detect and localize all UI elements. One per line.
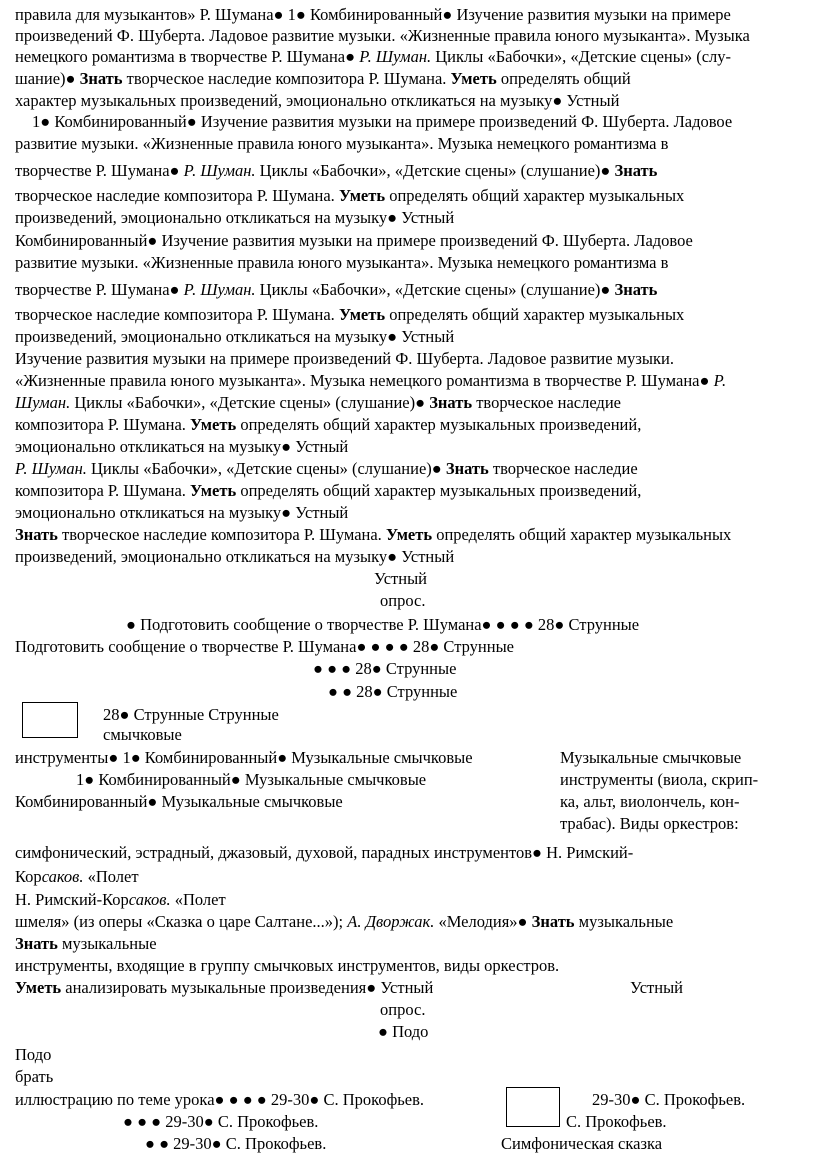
text-run: Н. Римский-Кор: [15, 890, 129, 909]
text-run: определять общий характер музыкальных: [385, 186, 685, 205]
text-run: Уметь: [450, 69, 497, 88]
text-run: произведений, эмоционально откликаться на музыку● Устный: [15, 327, 455, 346]
text-run: Уметь: [338, 186, 386, 205]
line: [15, 791, 343, 813]
text-run: анализировать музыкальные произведения● Устный: [61, 978, 434, 997]
line: [15, 502, 348, 524]
text-run: творческое наследие композитора Р. Шумана.: [122, 69, 451, 88]
text-run: определять общий характер музыкальных произведений,: [236, 481, 642, 500]
line: [15, 230, 693, 252]
text-run: «Жизненные правила юного музыканта». Музыка немецкого романтизма в творчестве Р. Шумана●: [15, 371, 714, 390]
line: [15, 977, 433, 999]
line: [15, 1044, 51, 1066]
text-run: ● ● ● 28● Струнные: [313, 659, 457, 678]
text-run: Знать: [429, 393, 473, 412]
line: [15, 911, 673, 933]
text-run: Кор: [15, 867, 42, 886]
text-run: С. Прокофьев.: [566, 1112, 667, 1131]
line: [15, 889, 226, 911]
text-run: Р. Шуман.: [15, 459, 87, 478]
line: [126, 614, 639, 636]
text-run: Шуман.: [15, 393, 71, 412]
line: [15, 747, 473, 769]
text-run: Р. Шуман.: [183, 161, 256, 180]
text-run: «Полет: [170, 890, 226, 909]
text-run: Р. Шуман.: [183, 280, 256, 299]
text-run: композитора Р. Шумана.: [15, 481, 191, 500]
text-run: творчестве Р. Шумана●: [15, 280, 184, 299]
text-run: ● Подо: [378, 1022, 429, 1041]
text-run: саков.: [128, 890, 171, 909]
line: [15, 304, 684, 326]
line: [15, 25, 750, 47]
text-run: Музыкальные смычковые: [560, 748, 742, 767]
line: [103, 724, 182, 746]
text-run: брать: [15, 1067, 54, 1086]
text-run: Циклы «Бабочки», «Детские сцены» (слушание)●: [255, 161, 615, 180]
line: [15, 133, 668, 155]
text-run: Знать: [445, 459, 489, 478]
text-run: трабас). Виды оркестров:: [560, 814, 739, 833]
line: [560, 791, 740, 813]
line: [380, 590, 425, 612]
text-run: Знать: [531, 912, 575, 931]
text-run: определять общий характер музыкальных произведений,: [236, 415, 642, 434]
line: [15, 546, 454, 568]
text-run: инструменты● 1● Комбинированный● Музыкальные смычковые: [15, 748, 473, 767]
line: [15, 480, 641, 502]
text-run: ● ● 29-30● С. Прокофьев.: [145, 1134, 327, 1153]
text-run: Устный: [374, 569, 427, 588]
text-run: определять общий характер музыкальных: [385, 305, 685, 324]
text-run: произведений, эмоционально откликаться на музыку● Устный: [15, 208, 455, 227]
line: [15, 4, 731, 26]
text-run: Знать: [614, 280, 658, 299]
text-run: 29-30● С. Прокофьев.: [592, 1090, 746, 1109]
line: [15, 414, 641, 436]
text-run: творческое наследие композитора Р. Шумана.: [57, 525, 386, 544]
text-run: творческое наследие: [488, 459, 638, 478]
text-run: ● ● 28● Струнные: [328, 682, 458, 701]
text-run: Циклы «Бабочки», «Детские сцены» (слушание)●: [255, 280, 615, 299]
line: [15, 436, 348, 458]
line: [15, 955, 559, 977]
text-run: 1● Комбинированный● Изучение развития музыки на примере произведений Ф. Шуберта. Ладовое: [32, 112, 733, 131]
text-run: опрос.: [380, 591, 426, 610]
line: [592, 1089, 745, 1111]
text-run: иллюстрацию по теме урока● ● ● ● 29-30● С. Прокофьев.: [15, 1090, 425, 1109]
line: [15, 866, 139, 888]
line: [15, 46, 731, 68]
text-run: эмоционально откликаться на музыку● Устный: [15, 437, 349, 456]
text-run: смычковые: [103, 725, 182, 744]
line: [15, 279, 657, 301]
table-cell-box: [22, 702, 78, 738]
text-run: А. Дворжак.: [347, 912, 435, 931]
text-run: Знать: [15, 525, 58, 544]
text-run: немецкого романтизма в творчестве Р. Шумана●: [15, 47, 360, 66]
line: [630, 977, 683, 999]
line: [145, 1133, 326, 1155]
text-run: 1● Комбинированный● Музыкальные смычковые: [76, 770, 427, 789]
text-run: шание)●: [15, 69, 80, 88]
line: [15, 370, 726, 392]
line: [15, 1066, 53, 1088]
text-run: Уметь: [190, 415, 237, 434]
line: [501, 1133, 662, 1155]
table-cell-box: [506, 1087, 560, 1127]
text-run: произведений Ф. Шуберта. Ладовое развитие музыки. «Жизненные правила юного музыканта». Музыка: [15, 26, 750, 45]
text-run: ● Подготовить сообщение о творчестве Р. Шумана● ● ● ● 28● Струнные: [126, 615, 640, 634]
line: [15, 392, 621, 414]
line: [15, 348, 674, 370]
line: [15, 90, 619, 112]
line: [15, 636, 514, 658]
text-run: опрос.: [380, 1000, 426, 1019]
text-run: ● ● ● 29-30● С. Прокофьев.: [123, 1112, 319, 1131]
line: [560, 747, 741, 769]
text-run: Изучение развития музыки на примере произведений Ф. Шуберта. Ладовое развитие музыки.: [15, 349, 674, 368]
line: [328, 681, 457, 703]
line: [32, 111, 732, 133]
text-run: произведений, эмоционально откликаться на музыку● Устный: [15, 547, 455, 566]
line: [123, 1111, 318, 1133]
line: [15, 252, 668, 274]
text-run: правила для музыкантов» Р. Шумана● 1● Комбинированный● Изучение развития музыки на примере: [15, 5, 731, 24]
text-run: Р.: [713, 371, 727, 390]
text-run: творческое наследие композитора Р. Шумана.: [15, 186, 339, 205]
line: [15, 524, 731, 546]
line: [374, 568, 427, 590]
text-run: Подготовить сообщение о творчестве Р. Шумана● ● ● ● 28● Струнные: [15, 637, 514, 656]
line: [103, 704, 279, 726]
text-run: композитора Р. Шумана.: [15, 415, 191, 434]
text-run: определять общий: [496, 69, 631, 88]
line: [15, 1089, 424, 1111]
text-run: Знать: [79, 69, 123, 88]
line: [313, 658, 456, 680]
text-run: симфонический, эстрадный, джазовый, духовой, парадных инструментов● Н. Римский-: [15, 843, 634, 862]
line: [15, 160, 657, 182]
text-run: Циклы «Бабочки», «Детские сцены» (слушание)●: [86, 459, 446, 478]
line: [76, 769, 426, 791]
line: [15, 326, 454, 348]
text-run: шмеля» (из оперы «Сказка о царе Салтане...»);: [15, 912, 348, 931]
line: [15, 933, 157, 955]
text-run: ка, альт, виолончель, кон-: [560, 792, 740, 811]
text-run: Р. Шуман.: [359, 47, 432, 66]
line: [560, 769, 758, 791]
text-run: Устный: [630, 978, 683, 997]
text-run: саков.: [41, 867, 84, 886]
text-run: «Мелодия»●: [434, 912, 532, 931]
text-run: Знать: [614, 161, 658, 180]
line: [15, 842, 633, 864]
line: [378, 1021, 428, 1043]
line: [15, 185, 684, 207]
text-run: Уметь: [15, 978, 62, 997]
text-run: творческое наследие композитора Р. Шумана.: [15, 305, 339, 324]
text-run: инструменты (виола, скрип-: [560, 770, 759, 789]
line: [566, 1111, 667, 1133]
text-run: Уметь: [190, 481, 237, 500]
text-run: Подо: [15, 1045, 52, 1064]
text-run: 28● Струнные Струнные: [103, 705, 279, 724]
text-run: развитие музыки. «Жизненные правила юного музыканта». Музыка немецкого романтизма в: [15, 134, 669, 153]
text-run: Циклы «Бабочки», «Детские сцены» (слу-: [431, 47, 731, 66]
text-run: Комбинированный● Музыкальные смычковые: [15, 792, 343, 811]
text-run: Комбинированный● Изучение развития музыки на примере произведений Ф. Шуберта. Ладовое: [15, 231, 693, 250]
text-run: творчестве Р. Шумана●: [15, 161, 184, 180]
text-run: развитие музыки. «Жизненные правила юного музыканта». Музыка немецкого романтизма в: [15, 253, 669, 272]
text-run: Уметь: [385, 525, 433, 544]
text-run: определять общий характер музыкальных: [432, 525, 732, 544]
line: [15, 458, 638, 480]
text-run: творческое наследие: [472, 393, 621, 412]
text-run: Знать: [15, 934, 58, 953]
text-run: эмоционально откликаться на музыку● Устный: [15, 503, 349, 522]
text-run: Уметь: [338, 305, 386, 324]
line: [15, 68, 631, 90]
text-run: инструменты, входящие в группу смычковых инструментов, виды оркестров.: [15, 956, 560, 975]
text-run: «Полет: [83, 867, 139, 886]
text-run: Циклы «Бабочки», «Детские сцены» (слушание)●: [70, 393, 430, 412]
text-run: музыкальные: [57, 934, 157, 953]
text-run: Симфоническая сказка: [501, 1134, 663, 1153]
line: [560, 813, 739, 835]
line: [380, 999, 425, 1021]
text-run: характер музыкальных произведений, эмоционально откликаться на музыку● Устный: [15, 91, 620, 110]
line: [15, 207, 454, 229]
text-run: музыкальные: [574, 912, 674, 931]
